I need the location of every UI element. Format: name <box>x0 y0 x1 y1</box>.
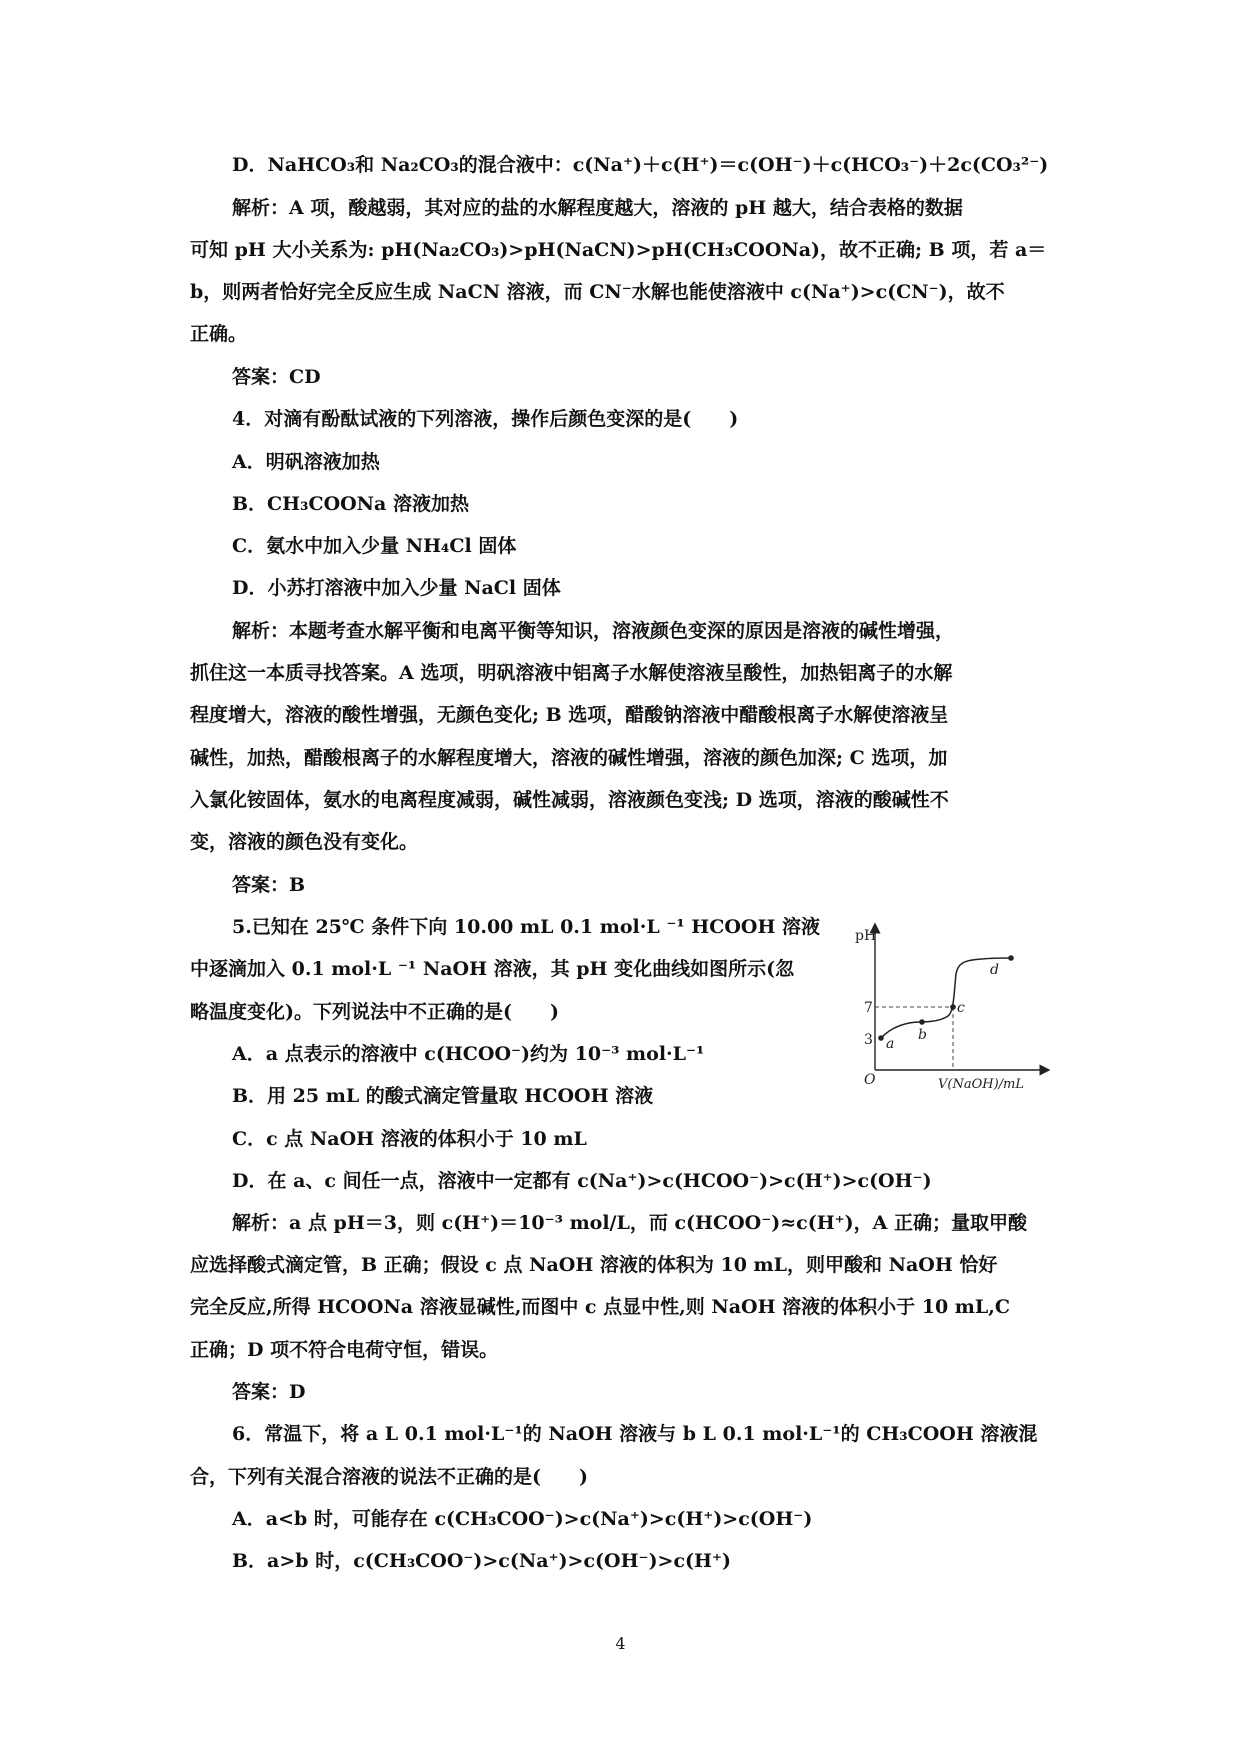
q4-explanation-line: 碱性，加热，醋酸根离子的水解程度增大，溶液的碱性增强，溶液的颜色加深; C 选项，加 <box>190 747 948 769</box>
q4-option-b: B．CH₃COONa 溶液加热 <box>232 493 469 515</box>
q6-option-a: A．a<b 时，可能存在 c(CH₃COO⁻)>c(Na⁺)>c(H⁺)>c(OH⁻) <box>232 1508 813 1530</box>
q3-explanation-line: 正确。 <box>190 323 248 345</box>
point-b-label: b <box>918 1027 927 1043</box>
origin-label: O <box>864 1072 876 1088</box>
q4-explanation-line: 变，溶液的颜色没有变化。 <box>190 831 419 853</box>
q5-option-c: C．c 点 NaOH 溶液的体积小于 10 mL <box>232 1128 587 1150</box>
q5-option-b: B．用 25 mL 的酸式滴定管量取 HCOOH 溶液 <box>232 1085 654 1107</box>
x-axis-label: V(NaOH)/mL <box>938 1077 1024 1092</box>
ph-titration-graph <box>850 922 1050 1092</box>
q5-explanation-line: 完全反应,所得 HCOONa 溶液显碱性,而图中 c 点显中性,则 NaOH 溶液的体积小于 10 mL,C <box>190 1296 1011 1318</box>
q5-stem: 略温度变化)。下列说法中不正确的是( ) <box>190 1001 559 1023</box>
q4-option-d: D．小苏打溶液中加入少量 NaCl 固体 <box>232 577 561 599</box>
q6-stem: 合，下列有关混合溶液的说法不正确的是( ) <box>190 1466 588 1488</box>
q4-stem: 4．对滴有酚酞试液的下列溶液，操作后颜色变深的是( ) <box>232 408 739 430</box>
explanation-text: 本题考查水解平衡和电离平衡等知识，溶液颜色变深的原因是溶液的碱性增强， <box>289 620 955 642</box>
q3-option-d: D．NaHCO₃和 Na₂CO₃的混合液中：c(Na⁺)＋c(H⁺)＝c(OH⁻)＋c(HCO₃⁻)＋2c(CO₃²⁻) <box>232 154 1049 176</box>
explanation-label: 解析： <box>232 197 290 219</box>
q4-option-c: C．氨水中加入少量 NH₄Cl 固体 <box>232 535 517 557</box>
q5-option-d: D．在 a、c 间任一点，溶液中一定都有 c(Na⁺)>c(HCOO⁻)>c(H⁺)>c(OH⁻) <box>232 1170 932 1192</box>
q5-answer: 答案：D <box>232 1381 306 1403</box>
q3-answer: 答案：CD <box>232 366 321 388</box>
point-c-label: c <box>957 1000 965 1016</box>
point-a-marker <box>878 1035 884 1041</box>
explanation-label: 解析： <box>232 620 290 642</box>
q4-answer: 答案：B <box>232 874 306 896</box>
q5-stem: 中逐滴加入 0.1 mol·L ⁻¹ NaOH 溶液，其 pH 变化曲线如图所示(忽 <box>190 958 795 980</box>
q6-option-b: B．a>b 时，c(CH₃COO⁻)>c(Na⁺)>c(OH⁻)>c(H⁺) <box>232 1550 732 1572</box>
q5-option-a: A．a 点表示的溶液中 c(HCOO⁻)约为 10⁻³ mol·L⁻¹ <box>232 1043 705 1065</box>
q6-stem: 6．常温下，将 a L 0.1 mol·L⁻¹的 NaOH 溶液与 b L 0.1 mol·L⁻¹的 CH₃COOH 溶液混 <box>232 1423 1038 1445</box>
q4-option-a: A．明矾溶液加热 <box>232 451 380 473</box>
point-b-marker <box>919 1019 925 1025</box>
explanation-text: a 点 pH＝3，则 c(H⁺)＝10⁻³ mol/L，而 c(HCOO⁻)≈c(H⁺)，A 正确；量取甲酸 <box>289 1212 1028 1234</box>
q4-explanation-line: 抓住这一本质寻找答案。A 选项，明矾溶液中铝离子水解使溶液呈酸性，加热铝离子的水解 <box>190 662 953 684</box>
q4-explanation-line: 入氯化铵固体，氨水的电离程度减弱，碱性减弱，溶液颜色变浅; D 选项，溶液的酸碱性不 <box>190 789 949 811</box>
point-d-label: d <box>990 962 999 978</box>
page-number: 4 <box>615 1634 626 1653</box>
q3-explanation-line: b，则两者恰好完全反应生成 NaCN 溶液，而 CN⁻水解也能使溶液中 c(Na⁺)>c(CN⁻)，故不 <box>190 281 1005 303</box>
point-d-marker <box>1008 955 1014 961</box>
q3-explanation-line <box>232 195 963 221</box>
q4-explanation-line: 程度增大，溶液的酸性增强，无颜色变化; B 选项，醋酸钠溶液中醋酸根离子水解使溶液呈 <box>190 704 949 726</box>
explanation-text: A 项，酸越弱，其对应的盐的水解程度越大，溶液的 pH 越大，结合表格的数据 <box>289 197 963 219</box>
point-a-label: a <box>886 1036 895 1052</box>
q5-stem: 5.已知在 25℃ 条件下向 10.00 mL 0.1 mol·L ⁻¹ HCOOH 溶液 <box>232 916 821 938</box>
tick-label-3: 3 <box>864 1032 873 1048</box>
q4-explanation-line <box>232 618 954 644</box>
q5-explanation-line: 应选择酸式滴定管，B 正确；假设 c 点 NaOH 溶液的体积为 10 mL，则甲酸和 NaOH 恰好 <box>190 1254 998 1276</box>
point-c-marker <box>950 1004 956 1010</box>
q5-explanation-line <box>232 1210 1027 1236</box>
q5-explanation-line: 正确；D 项不符合电荷守恒，错误。 <box>190 1339 499 1361</box>
y-axis-label: pH <box>855 928 877 944</box>
explanation-label: 解析： <box>232 1212 290 1234</box>
q3-explanation-line: 可知 pH 大小关系为: pH(Na₂CO₃)>pH(NaCN)>pH(CH₃COONa)，故不正确; B 项，若 a＝ <box>190 239 1047 261</box>
tick-label-7: 7 <box>864 1000 873 1016</box>
